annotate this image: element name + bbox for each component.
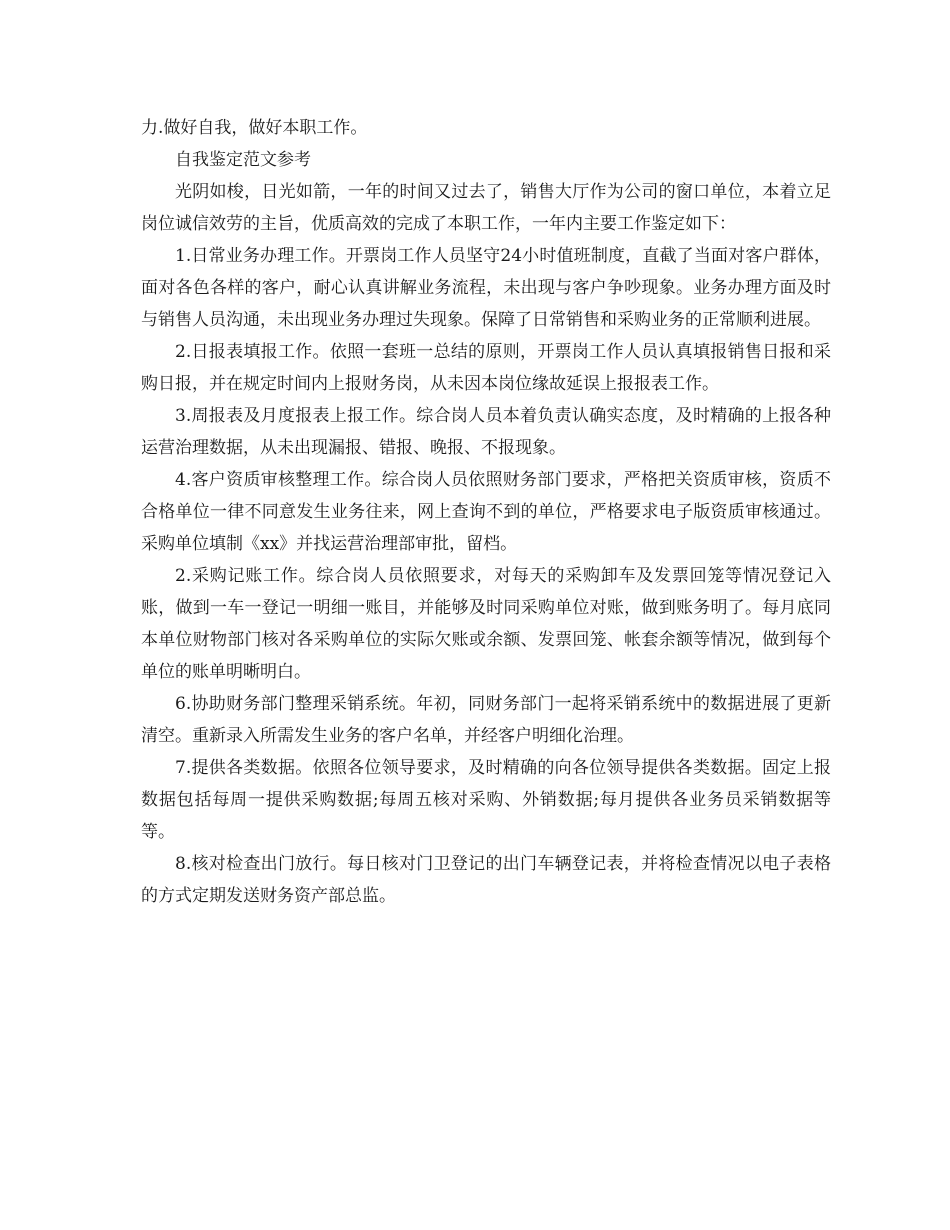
paragraph-closing-line: 力.做好自我，做好本职工作。 (141, 118, 368, 138)
paragraph-item-6: 6.协助财务部门整理采销系统。年初，同财务部门一起将采销系统中的数据进展了更新清空。重新录入所需发生业务的客户名单，并经客户明细化治理。 (141, 694, 831, 746)
paragraph-item-3: 3.周报表及月度报表上报工作。综合岗人员本着负责认确实态度，及时精确的上报各种运营治理数据，从未出现漏报、错报、晚报、不报现象。 (141, 406, 831, 458)
paragraph-item-4: 4.客户资质审核整理工作。综合岗人员依照财务部门要求，严格把关资质审核，资质不合格单位一律不同意发生业务往来，网上查询不到的单位，严格要求电子版资质审核通过。采购单位填制《xx》并找运营治理部审批，留档。 (141, 470, 831, 554)
paragraph-item-2: 2.日报表填报工作。依照一套班一总结的原则，开票岗工作人员认真填报销售日报和采购日报，并在规定时间内上报财务岗，从未因本岗位缘故延误上报报表工作。 (141, 342, 831, 394)
paragraph-item-5: 2.采购记账工作。综合岗人员依照要求，对每天的采购卸车及发票回笼等情况登记入账，做到一车一登记一明细一账目，并能够及时同采购单位对账，做到账务明了。每月底同本单位财物部门核对各采购单位的实际欠账或余额、发票回笼、帐套余额等情况，做到每个单位的账单明晰明白。 (141, 566, 831, 682)
document-body (141, 112, 831, 912)
paragraph-item-1: 1.日常业务办理工作。开票岗工作人员坚守24小时值班制度，直截了当面对客户群体，面对各色各样的客户，耐心认真讲解业务流程，未出现与客户争吵现象。业务办理方面及时与销售人员沟通，未出现业务办理过失现象。保障了日常销售和采购业务的正常顺利进展。 (141, 246, 831, 330)
paragraph-intro: 光阴如梭，日光如箭，一年的时间又过去了，销售大厅作为公司的窗口单位，本着立足岗位诚信效劳的主旨，优质高效的完成了本职工作，一年内主要工作鉴定如下： (141, 182, 831, 234)
paragraph-item-7: 7.提供各类数据。依照各位领导要求，及时精确的向各位领导提供各类数据。固定上报数据包括每周一提供采购数据;每周五核对采购、外销数据;每月提供各业务员采销数据等等。 (141, 758, 831, 842)
section-heading: 自我鉴定范文参考 (175, 150, 311, 170)
paragraph-item-8: 8.核对检查出门放行。每日核对门卫登记的出门车辆登记表，并将检查情况以电子表格的方式定期发送财务资产部总监。 (141, 854, 831, 906)
